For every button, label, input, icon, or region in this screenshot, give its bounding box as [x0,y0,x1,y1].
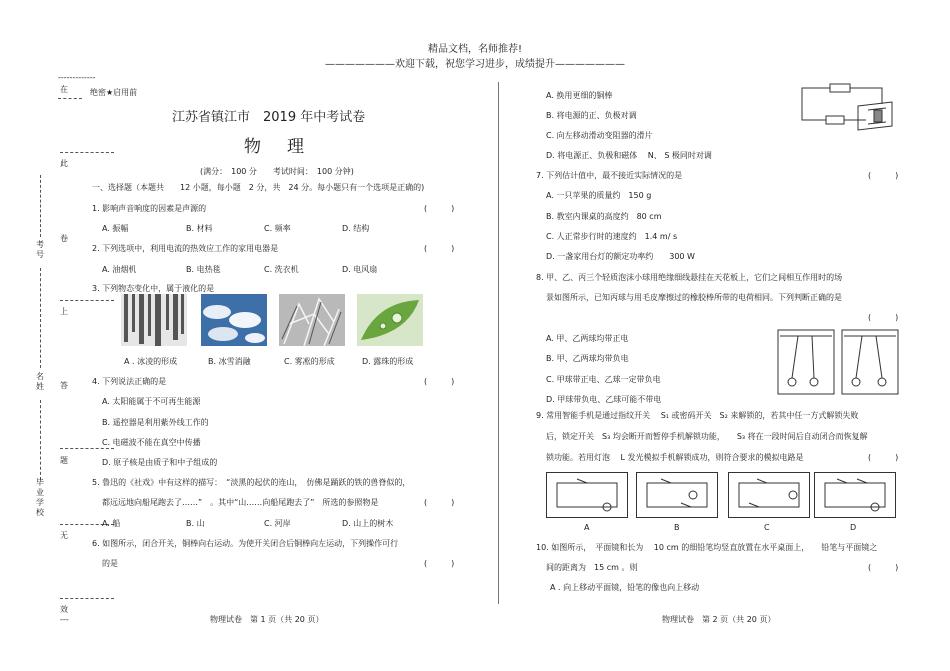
q8-opt: A. 甲、乙两球均带正电 [546,334,629,343]
q9-line3: 锁功能。若用灯泡 L 发光模拟手机解锁成功，则符合要求的模拟电路是 [546,453,804,462]
binding-top-dash: ------------- [58,73,96,82]
circuit-label: B [674,523,680,532]
binding-label: 此 [60,159,68,168]
q6-opt: D. 将电源正、负极和磁体 N、 S 极同时对调 [546,151,712,160]
exam-subject: 物理 [244,137,330,157]
circuit-label: C [764,523,770,532]
q6-opt: A. 换用更细的铜棒 [546,91,613,100]
q5-opt: C. 河岸 [264,519,291,528]
q1-opt: D. 结构 [342,224,370,233]
q3-opt: D. 露珠的形成 [362,357,414,366]
header-line-1: 精品文档，名师推荐! [427,44,522,55]
q4-paren: ( ) [424,377,455,386]
q5-opt: B. 山 [186,519,205,528]
circuit-d [814,472,896,518]
q2-opt: B. 电热毯 [186,265,221,274]
binding-label: 上 [60,307,68,316]
q6-opt: B. 将电源的正、负极对调 [546,111,637,120]
q2-opt: C. 洗衣机 [264,265,299,274]
q4-opt: D. 原子核是由质子和中子组成的 [102,458,218,467]
icicle-photo [121,294,187,346]
circuit-c [728,472,810,518]
circuit-label: A [584,523,590,532]
rime-photo [279,294,345,346]
q1-paren: ( ) [424,204,455,213]
q2-paren: ( ) [424,244,455,253]
q8-opt: D. 甲球带负电、乙球可能不带电 [546,395,662,404]
q7-opt: C. 人正常步行时的速度约 1.4 m/ s [546,232,678,241]
q2-opt: D. 电风扇 [342,265,378,274]
q5-line2: 都远远地向船尾跑去了……” 。其中“山……向船尾跑去了” 所选的参照物是 [102,498,379,507]
q4-opt: A. 太阳能属于不可再生能源 [102,397,201,406]
binding-label: 无 [60,531,68,540]
binding-label: 在 [60,85,68,94]
field-xingming: 名姓 [36,372,44,391]
q7-stem: 7. 下列估计值中，最不接近实际情况的是 [536,171,683,180]
binding-tail: --- [60,615,69,624]
melting-snow-photo [201,294,267,346]
q9-line2: 后，锁定开关 S₃ 均会断开而暂停手机解锁功能， S₃ 将在一段时间后自动闭合而恢复解 [546,432,868,441]
q8-opt: C. 甲球带正电、乙球一定带负电 [546,375,661,384]
q1-opt: C. 频率 [264,224,291,233]
q1-opt: B. 材料 [186,224,213,233]
q2-stem: 2. 下列选项中，利用电流的热效应工作的家用电器是 [92,244,279,253]
q1-opt: A. 振幅 [102,224,129,233]
q5-paren: ( ) [424,498,455,507]
q7-opt: B. 教室内课桌的高度约 80 cm [546,212,662,221]
field-school: 毕业学校 [36,478,44,517]
page-footer-right: 物理试卷 第 2 页（共 20 页） [662,615,776,624]
q9-line1: 9. 常用智能手机是通过指纹开关 S₁ 或密码开关 S₂ 来解锁的，若其中任一方式解锁失败 [536,411,859,420]
q4-opt: B. 遥控器是利用紫外线工作的 [102,418,209,427]
binding-label: 题 [60,456,68,465]
q9-paren: ( ) [868,453,899,462]
exam-title: 江苏省镇江市 2019 年中考试卷 [172,110,366,125]
binding-label: 答 [60,381,68,390]
q5-line1: 5. 鲁迅的《社戏》中有这样的描写： “淡黑的起伏的连山， 仿佛是踊跃的铁的兽脊似的， [92,478,411,487]
q3-opt: A . 冰凌的形成 [124,357,178,366]
q6-opt: C. 向左移动滑动变阻器的滑片 [546,131,653,140]
q8-opt: B. 甲、乙两球均带负电 [546,354,629,363]
q10-paren: ( ) [868,563,899,572]
charged-balls-figure [776,328,900,396]
rail-circuit-figure [796,80,900,134]
q4-stem: 4. 下列说法正确的是 [92,377,167,386]
circuit-a [546,472,628,518]
circuit-label: D [850,523,857,532]
q2-opt: A. 油烟机 [102,265,137,274]
q4-opt: C. 电磁波不能在真空中传播 [102,438,201,447]
circuit-b [636,472,718,518]
q7-opt: D. 一盏家用台灯的额定功率约 300 W [546,252,695,261]
q3-opt: B. 冰雪消融 [208,357,251,366]
dew-photo [357,294,423,346]
header-line-2: ———————欢迎下载，祝您学习进步，成绩提升——————— [325,59,625,70]
section-title: 一、选择题（本题共 12 小题，每小题 2 分，共 24 分。每小题只有一个选项是正确的) [92,183,425,192]
page-footer-left: 物理试卷 第 1 页（共 20 页） [210,615,324,624]
q7-opt: A. 一只苹果的质量约 150 g [546,191,652,200]
q8-line1: 8. 甲、乙、丙三个轻质泡沫小球用绝缘细线悬挂在天花板上，它们之间相互作用时的场 [536,273,843,282]
field-kaohao: 考号 [36,240,44,259]
q1-stem: 1. 影响声音响度的因素是声源的 [92,204,207,213]
q8-line2: 景如图所示，已知丙球与用毛皮摩擦过的橡胶棒所带的电荷相同。下列判断正确的是 [546,293,842,302]
q6-line1: 6. 如图所示，闭合开关，铜棒向右运动。为使开关闭合后铜棒向左运动，下列操作可行 [92,539,399,548]
q7-paren: ( ) [868,171,899,180]
q10-line2: 间的距离为 15 cm 。则 [546,563,638,572]
secret-mark: 绝密★启用前 [90,88,138,97]
q5-opt: D. 山上的树木 [342,519,394,528]
q6-line2: 的是 [102,559,118,568]
q3-stem: 3. 下列物态变化中，属于液化的是 [92,284,215,293]
binding-label: 效 [60,605,68,614]
q10-opt: A . 向上移动平面镜，铅笔的像也向上移动 [550,583,700,592]
q3-opt: C. 雾凇的形成 [284,357,335,366]
q8-paren: ( ) [868,313,899,322]
q6-paren: ( ) [424,559,455,568]
binding-label: 卷 [60,234,68,243]
q5-opt: A. 船 [102,519,121,528]
exam-meta: (满分： 100 分 考试时间： 100 分钟) [200,167,354,176]
q10-line1: 10. 如图所示， 平面镜和长为 10 cm 的细铅笔均竖直放置在水平桌面上， 铅笔与平面镜之 [536,543,878,552]
